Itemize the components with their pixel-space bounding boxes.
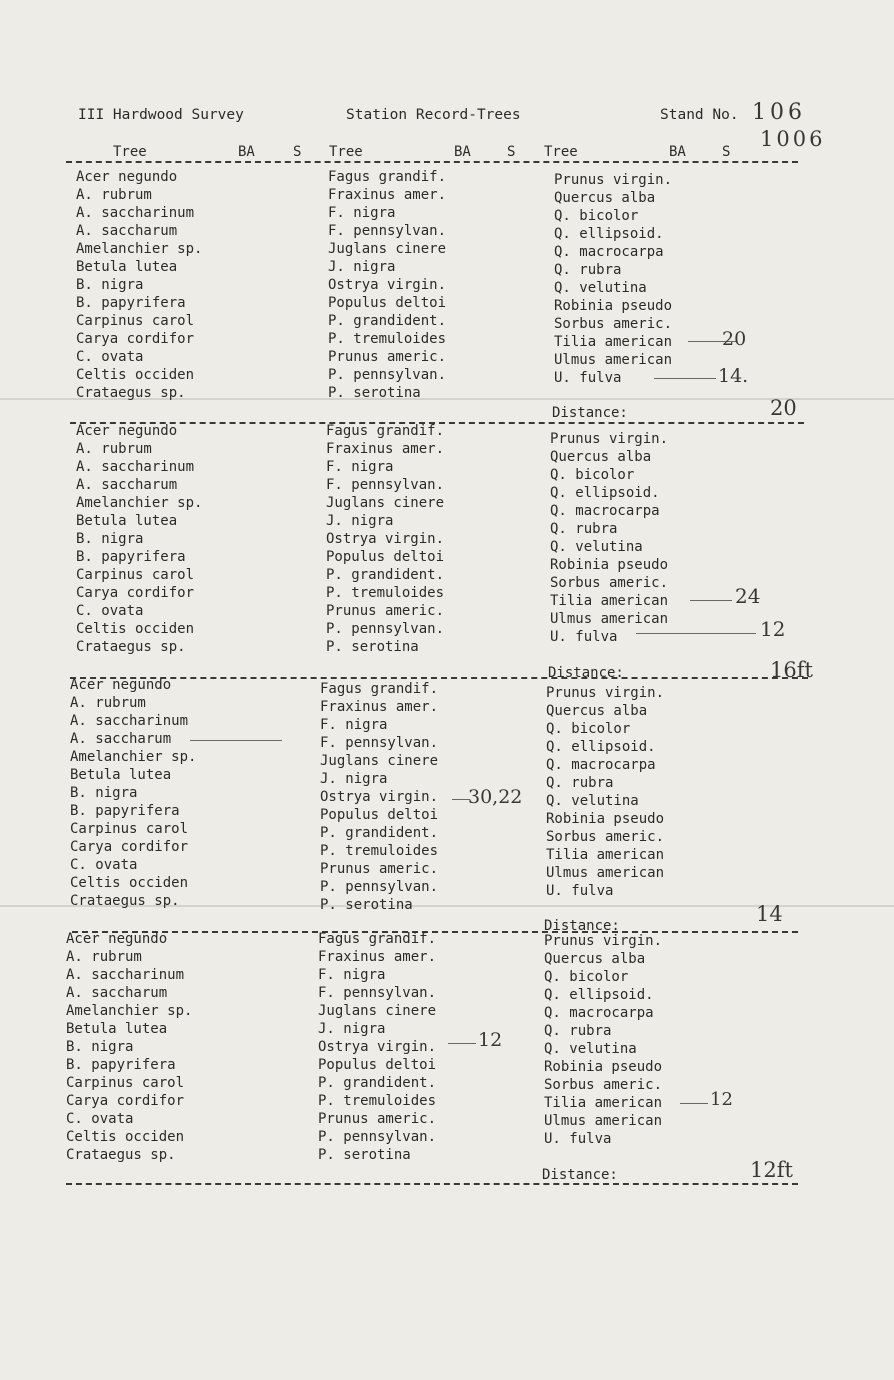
species-entry: Q. rubra [544, 1023, 612, 1039]
species-entry: B. papyrifera [76, 295, 186, 311]
species-entry: P. grandident. [326, 567, 445, 583]
species-entry: B. papyrifera [76, 549, 186, 565]
pencil-note: 20 [722, 328, 747, 350]
species-entry: Juglans cinere [320, 753, 439, 769]
species-entry: P. grandident. [318, 1075, 437, 1091]
species-entry: A. saccharinum [66, 967, 185, 983]
species-entry: Sorbus americ. [554, 316, 673, 332]
pencil-note: 12 [760, 617, 786, 641]
pencil-tick [636, 633, 756, 634]
species-entry: Betula lutea [76, 259, 178, 275]
col-header-tree: Tree [329, 144, 363, 160]
species-column-2 [320, 680, 438, 914]
species-entry: Q. macrocarpa [544, 1005, 654, 1021]
species-entry: P. serotina [318, 1147, 411, 1163]
species-entry: P. pennsylvan. [320, 879, 439, 895]
species-entry: Fraxinus amer. [318, 949, 437, 965]
species-column-1 [76, 168, 202, 402]
species-entry: Tilia american [550, 593, 669, 609]
species-entry: Ostrya virgin. [318, 1039, 437, 1055]
species-entry: Quercus alba [544, 951, 646, 967]
species-entry: Tilia american [554, 334, 673, 350]
species-entry: Fraxinus amer. [320, 699, 439, 715]
species-entry: Populus deltoi [320, 807, 439, 823]
species-entry: Robinia pseudo [544, 1059, 663, 1075]
species-entry: Tilia american [546, 847, 665, 863]
species-entry: Juglans cinere [328, 241, 447, 257]
col-header-ba: BA [454, 144, 471, 160]
species-entry: Carpinus carol [70, 821, 189, 837]
species-entry: Prunus virgin. [550, 431, 669, 447]
species-entry: J. nigra [326, 513, 394, 529]
species-column-3 [550, 430, 668, 646]
survey-title: III Hardwood Survey [78, 107, 244, 123]
species-entry: Populus deltoi [318, 1057, 437, 1073]
dashed-separator [66, 1183, 798, 1185]
species-entry: A. saccharum [66, 985, 168, 1001]
species-entry: Prunus virgin. [554, 172, 673, 188]
col-header-s: S [293, 144, 302, 160]
species-entry: Acer negundo [76, 169, 178, 185]
species-entry: Celtis occiden [70, 875, 189, 891]
stand-no-value-alt: 1006 [760, 127, 826, 151]
species-entry: U. fulva [554, 370, 622, 386]
form-title: Station Record-Trees [346, 107, 521, 123]
species-entry: Q. bicolor [546, 721, 631, 737]
species-entry: Ostrya virgin. [320, 789, 439, 805]
species-entry: Carya cordifor [66, 1093, 185, 1109]
species-entry: J. nigra [318, 1021, 386, 1037]
species-entry: Fagus grandif. [320, 681, 439, 697]
species-entry: Fagus grandif. [326, 423, 445, 439]
distance-value: 16ft [770, 658, 813, 682]
species-entry: P. tremuloides [328, 331, 447, 347]
species-entry: Q. bicolor [544, 969, 629, 985]
species-entry: U. fulva [550, 629, 618, 645]
species-entry: Prunus virgin. [544, 933, 663, 949]
species-entry: Ulmus american [546, 865, 665, 881]
species-entry: F. pennsylvan. [326, 477, 445, 493]
species-entry: Prunus virgin. [546, 685, 665, 701]
species-entry: B. nigra [66, 1039, 134, 1055]
pencil-note: 30,22 [468, 786, 523, 808]
species-entry: Crataegus sp. [66, 1147, 176, 1163]
species-entry: F. nigra [326, 459, 394, 475]
species-entry: Betula lutea [76, 513, 178, 529]
species-entry: Q. rubra [554, 262, 622, 278]
col-header-tree: Tree [113, 144, 147, 160]
species-entry: Acer negundo [76, 423, 178, 439]
species-entry: Q. ellipsoid. [546, 739, 656, 755]
species-entry: P. serotina [320, 897, 413, 913]
species-entry: Quercus alba [554, 190, 656, 206]
species-entry: C. ovata [70, 857, 138, 873]
species-entry: B. papyrifera [66, 1057, 176, 1073]
species-entry: Q. rubra [546, 775, 614, 791]
species-column-1 [76, 422, 202, 656]
station-block-2 [0, 422, 894, 682]
species-entry: Ulmus american [554, 352, 673, 368]
species-entry: Sorbus americ. [546, 829, 665, 845]
species-entry: A. saccharinum [70, 713, 189, 729]
col-header-tree: Tree [544, 144, 578, 160]
species-entry: Ostrya virgin. [326, 531, 445, 547]
species-column-3 [544, 932, 662, 1148]
species-entry: J. nigra [328, 259, 396, 275]
species-entry: Betula lutea [70, 767, 172, 783]
species-entry: Tilia american [544, 1095, 663, 1111]
species-entry: Q. velutina [546, 793, 639, 809]
species-column-3 [546, 684, 664, 900]
species-entry: Juglans cinere [318, 1003, 437, 1019]
species-entry: F. pennsylvan. [320, 735, 439, 751]
dashed-separator [66, 161, 798, 163]
species-column-2 [326, 422, 444, 656]
species-entry: Q. macrocarpa [554, 244, 664, 260]
pencil-note: 14. [718, 365, 749, 387]
species-entry: Acer negundo [70, 677, 172, 693]
species-entry: P. grandident. [320, 825, 439, 841]
species-entry: Robinia pseudo [554, 298, 673, 314]
species-entry: P. tremuloides [318, 1093, 437, 1109]
species-entry: Populus deltoi [326, 549, 445, 565]
species-column-2 [318, 930, 436, 1164]
distance-value: 14 [756, 902, 783, 926]
species-entry: F. pennsylvan. [318, 985, 437, 1001]
species-entry: Q. macrocarpa [550, 503, 660, 519]
stand-no-value: 106 [752, 100, 806, 125]
species-entry: Amelanchier sp. [70, 749, 197, 765]
species-entry: J. nigra [320, 771, 388, 787]
species-column-3 [554, 171, 672, 387]
species-entry: Q. ellipsoid. [550, 485, 660, 501]
species-entry: P. serotina [328, 385, 421, 401]
species-entry: Prunus americ. [328, 349, 447, 365]
species-entry: C. ovata [76, 603, 144, 619]
col-header-ba: BA [238, 144, 255, 160]
species-entry: Prunus americ. [326, 603, 445, 619]
species-entry: P. pennsylvan. [318, 1129, 437, 1145]
species-entry: A. rubrum [76, 441, 152, 457]
species-entry: Fagus grandif. [328, 169, 447, 185]
distance-label: Distance: [544, 918, 620, 934]
distance-value: 20 [770, 396, 797, 420]
species-entry: F. nigra [320, 717, 388, 733]
species-entry: Sorbus americ. [550, 575, 669, 591]
species-entry: Q. macrocarpa [546, 757, 656, 773]
species-entry: Celtis occiden [76, 621, 195, 637]
species-entry: P. pennsylvan. [328, 367, 447, 383]
species-entry: Ulmus american [544, 1113, 663, 1129]
species-entry: Fraxinus amer. [328, 187, 447, 203]
species-entry: F. pennsylvan. [328, 223, 447, 239]
species-entry: Amelanchier sp. [66, 1003, 193, 1019]
species-entry: Quercus alba [546, 703, 648, 719]
species-entry: Crataegus sp. [70, 893, 180, 909]
species-entry: Carpinus carol [76, 567, 195, 583]
species-entry: A. saccharum [76, 223, 178, 239]
species-entry: B. papyrifera [70, 803, 180, 819]
species-entry: Celtis occiden [66, 1129, 185, 1145]
species-entry: Q. velutina [550, 539, 643, 555]
pencil-tick [448, 1043, 476, 1044]
species-entry: U. fulva [546, 883, 614, 899]
species-entry: A. saccharum [76, 477, 178, 493]
species-entry: Amelanchier sp. [76, 495, 203, 511]
pencil-tick [654, 378, 716, 379]
species-entry: Q. ellipsoid. [544, 987, 654, 1003]
species-entry: P. pennsylvan. [326, 621, 445, 637]
species-entry: A. rubrum [70, 695, 146, 711]
species-entry: Carya cordifor [76, 585, 195, 601]
species-entry: U. fulva [544, 1131, 612, 1147]
pencil-note: 12 [710, 1089, 733, 1110]
pencil-note: 24 [735, 584, 761, 608]
species-entry: P. tremuloides [320, 843, 439, 859]
species-entry: Juglans cinere [326, 495, 445, 511]
species-entry: Fraxinus amer. [326, 441, 445, 457]
species-entry: B. nigra [70, 785, 138, 801]
species-entry: B. nigra [76, 531, 144, 547]
distance-label: Distance: [542, 1167, 618, 1183]
species-column-1 [66, 930, 192, 1164]
species-entry: Robinia pseudo [546, 811, 665, 827]
species-entry: Prunus americ. [320, 861, 439, 877]
species-entry: F. nigra [318, 967, 386, 983]
col-header-s: S [507, 144, 516, 160]
species-entry: Carya cordifor [70, 839, 189, 855]
species-entry: P. grandident. [328, 313, 447, 329]
species-entry: Quercus alba [550, 449, 652, 465]
species-entry: Acer negundo [66, 931, 168, 947]
species-entry: Q. bicolor [550, 467, 635, 483]
station-block-3 [0, 676, 894, 934]
species-entry: Prunus americ. [318, 1111, 437, 1127]
species-entry: Carpinus carol [66, 1075, 185, 1091]
species-entry: Amelanchier sp. [76, 241, 203, 257]
species-entry: F. nigra [328, 205, 396, 221]
pencil-tick [690, 600, 732, 601]
species-entry: Carya cordifor [76, 331, 195, 347]
species-entry: Ostrya virgin. [328, 277, 447, 293]
species-entry: Populus deltoi [328, 295, 447, 311]
distance-label: Distance: [552, 405, 628, 421]
pencil-tick [190, 740, 282, 741]
stand-no-label: Stand No. [660, 107, 739, 123]
species-entry: P. tremuloides [326, 585, 445, 601]
species-entry: A. rubrum [66, 949, 142, 965]
species-entry: Q. rubra [550, 521, 618, 537]
species-entry: A. saccharinum [76, 205, 195, 221]
species-entry: Q. ellipsoid. [554, 226, 664, 242]
species-entry: Ulmus american [550, 611, 669, 627]
species-column-2 [328, 168, 446, 402]
species-entry: Q. velutina [544, 1041, 637, 1057]
species-entry: Robinia pseudo [550, 557, 669, 573]
species-entry: B. nigra [76, 277, 144, 293]
species-entry: A. saccharinum [76, 459, 195, 475]
species-entry: Crataegus sp. [76, 639, 186, 655]
species-entry: Fagus grandif. [318, 931, 437, 947]
species-entry: A. rubrum [76, 187, 152, 203]
pencil-note: 12 [478, 1029, 503, 1051]
species-entry: Q. bicolor [554, 208, 639, 224]
species-entry: C. ovata [76, 349, 144, 365]
distance-label: Distance: [548, 665, 624, 681]
col-header-ba: BA [669, 144, 686, 160]
species-entry: Q. velutina [554, 280, 647, 296]
species-entry: Celtis occiden [76, 367, 195, 383]
species-column-1 [70, 676, 196, 910]
species-entry: Crataegus sp. [76, 385, 186, 401]
pencil-tick [680, 1103, 708, 1104]
station-block-4 [0, 930, 894, 1183]
col-header-s: S [722, 144, 731, 160]
species-entry: P. serotina [326, 639, 419, 655]
species-entry: Carpinus carol [76, 313, 195, 329]
species-entry: A. saccharum [70, 731, 172, 747]
species-entry: C. ovata [66, 1111, 134, 1127]
species-entry: Betula lutea [66, 1021, 168, 1037]
distance-value: 12ft [750, 1158, 793, 1182]
station-block-1 [0, 168, 894, 421]
species-entry: Sorbus americ. [544, 1077, 663, 1093]
